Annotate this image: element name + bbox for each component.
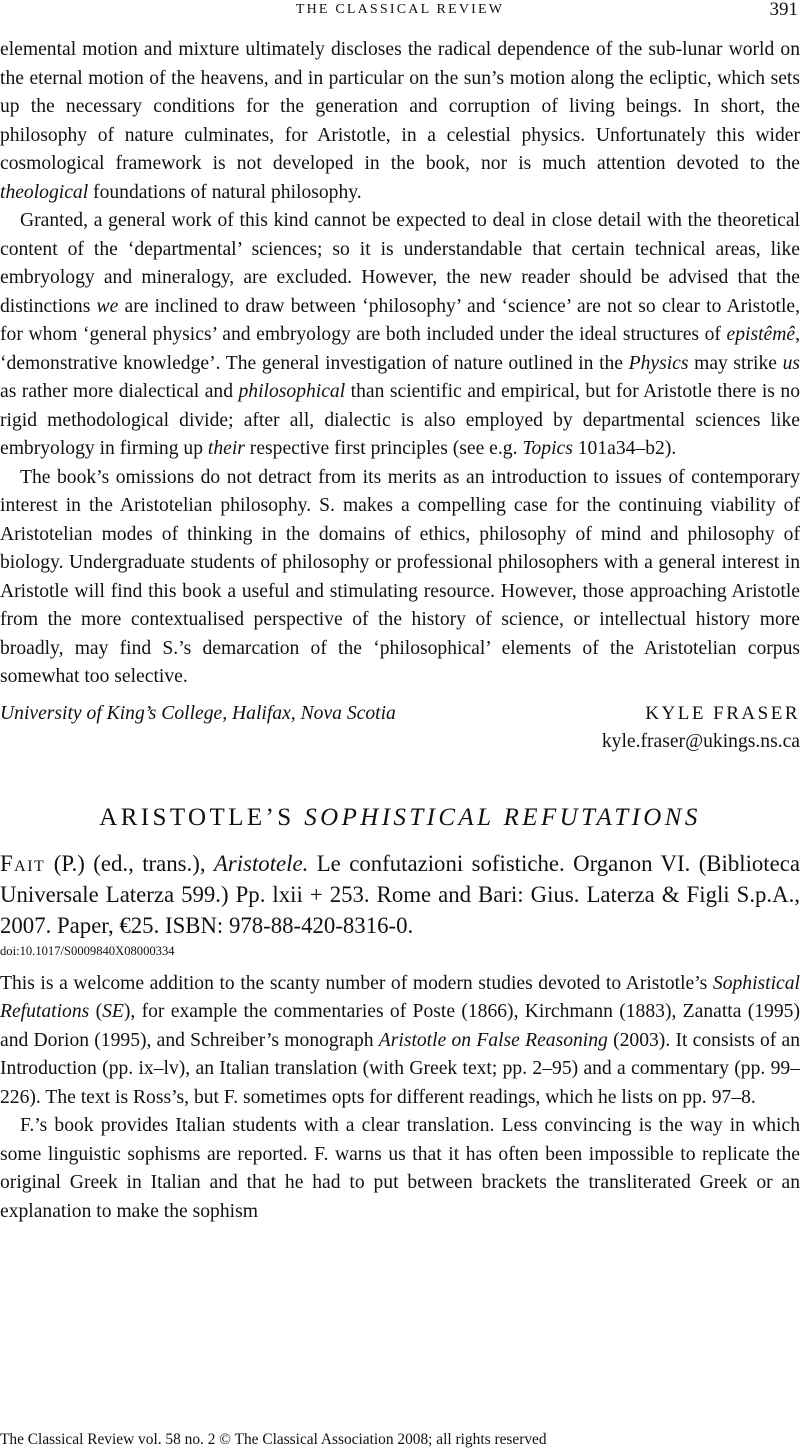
italic-text: Physics bbox=[628, 352, 689, 374]
text-run: ), for example the commentaries of Poste (1866), Kirchmann (1883), Zanatta (1995) and Dorion (1995), and Schreiber’s monograph bbox=[0, 1001, 800, 1051]
body-paragraph bbox=[0, 464, 800, 692]
bib-part-1: (P.) (ed., trans.), bbox=[45, 850, 214, 876]
review-fait bbox=[0, 802, 800, 1227]
heading-roman: ARISTOTLE’S bbox=[99, 803, 305, 831]
bibliographic-entry bbox=[0, 848, 800, 941]
italic-text: epistêmê bbox=[726, 324, 796, 345]
author-name: KYLE FRASER bbox=[645, 702, 800, 724]
text-run: The book’s omissions do not detract from its merits as an introduction to issues of contemporary interest in the Aristotelian philosophy. S. makes a compelling case for the continuing viability of Aristotelian modes of thinking in the domains of ethics, philosophy of mind and philosophy of biology. Undergraduate students of philosophy or professional philosophers with a general interest in Aristotle will find this book a useful and stimulating resource. However, those approaching Aristotle from the more contextualised perspective of the history of science, or intellectual history more broadly, may find S.’s demarcation of the ‘philosophical’ elements of the Aristotelian corpus somewhat too selective. bbox=[0, 466, 800, 687]
editor-name: Fait bbox=[0, 850, 46, 876]
italic-text: Topics bbox=[522, 438, 573, 459]
text-run: , ‘demonstrative knowledge’. The general investigation of nature outlined in the bbox=[0, 324, 800, 374]
review-heading bbox=[0, 802, 800, 834]
author-email: kyle.fraser@ukings.ns.ca bbox=[601, 730, 800, 752]
body-paragraph bbox=[0, 36, 800, 207]
page-body bbox=[0, 36, 800, 1226]
heading-italic: SOPHISTICAL REFUTATIONS bbox=[304, 803, 701, 831]
body-paragraph bbox=[0, 1112, 800, 1226]
text-run: 101a34–b2). bbox=[572, 438, 677, 459]
italic-text: philosophical bbox=[238, 381, 346, 402]
italic-text: Aristotle on False Reasoning bbox=[378, 1029, 608, 1051]
doi: doi:10.1017/S0009840X08000334 bbox=[0, 943, 175, 958]
running-header bbox=[0, 0, 800, 22]
text-run: elemental motion and mixture ultimately discloses the radical dependence of the sub-lunar world on the eternal motion of the heavens, and in particular on the sun’s motion along the ecliptic, which sets up the necessary conditions for the generation and corruption of living beings. In short, the philosophy of nature culminates, for Aristotle, in a celestial physics. Unfortunately this wider cosmological framework is not developed in the book, nor is much attention devoted to the bbox=[0, 39, 800, 174]
body-paragraph bbox=[0, 970, 800, 1113]
text-run: are inclined to draw between ‘philosophy’ and ‘science’ are not so clear to Aristotle, for whom ‘general physics’ and embryology are both included under the ideal structures of bbox=[0, 295, 800, 345]
body-paragraph bbox=[0, 207, 800, 464]
italic-text: SE bbox=[102, 1001, 124, 1022]
text-run: Granted, a general work of this kind cannot be expected to deal in close detail with the theoretical content of the ‘departmental’ sciences; so it is understandable that certain technical areas, like embryology and mineralogy, are excluded. However, the new reader should be advised that the distinctions bbox=[0, 210, 800, 317]
text-run: as rather more dialectical and bbox=[0, 381, 239, 402]
text-run: (2003). It consists of an Introduction (pp. ix–lv), an Italian translation (with Greek text; pp. 2–95) and a commentary (pp. 99–226). The text is Ross’s, but F. sometimes opts for different readings, which he lists on pp. 97–8. bbox=[0, 1029, 800, 1108]
review-fait-text bbox=[0, 970, 800, 1227]
running-title: THE CLASSICAL REVIEW bbox=[295, 2, 505, 17]
review-fraser-text bbox=[0, 36, 800, 692]
text-run: may strike bbox=[688, 352, 783, 374]
italic-text: we bbox=[96, 295, 119, 317]
author-affiliation: University of King’s College, Halifax, Nova Scotia bbox=[0, 702, 396, 724]
text-run: ( bbox=[89, 1001, 103, 1022]
page-footer: The Classical Review vol. 58 no. 2 © The Classical Association 2008; all rights reserved bbox=[0, 1431, 547, 1448]
bib-italic-title: Aristotele. bbox=[213, 850, 309, 876]
bib-part-2: Le confutazioni sofistiche. Organon VI. (Biblioteca Universale Laterza 599.) Pp. lxii + 253. Rome and Bari: Gius. Laterza & Figli S.p.A., 2007. Paper, €25. ISBN: 978-88-420-8316-0. bbox=[0, 850, 800, 938]
italic-text: us bbox=[782, 352, 800, 374]
text-run: foundations of natural philosophy. bbox=[88, 181, 362, 203]
italic-text: Sophistical Refutations bbox=[0, 972, 800, 1022]
text-run: This is a welcome addition to the scanty number of modern studies devoted to Aristotle’s bbox=[0, 972, 713, 994]
italic-text: their bbox=[207, 438, 245, 459]
text-run: than scientific and empirical, but for Aristotle there is no rigid methodological divide; after all, dialectic is also employed by departmental sciences like embryology in firming up bbox=[0, 381, 800, 459]
signature-row bbox=[0, 700, 800, 728]
text-run: F.’s book provides Italian students with a clear translation. Less convincing is the way in which some linguistic sophisms are reported. F. warns us that it has often been impossible to replicate the original Greek in Italian and that he had to put between brackets the transliterated Greek or an explanation to make the sophism bbox=[0, 1115, 800, 1222]
italic-text: theological bbox=[0, 181, 89, 203]
page-number: 391 bbox=[769, 0, 798, 20]
text-run: respective first principles (see e.g. bbox=[244, 438, 523, 459]
review-fraser bbox=[0, 36, 800, 756]
